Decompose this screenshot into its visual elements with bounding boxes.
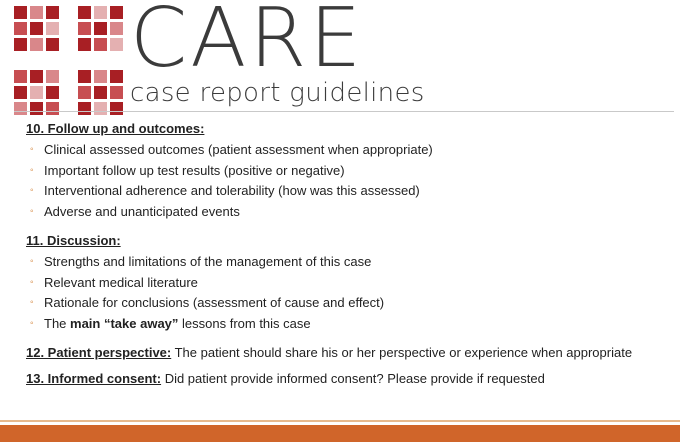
list-item — [30, 273, 676, 294]
logo-square — [78, 6, 91, 19]
logo-square — [46, 102, 59, 115]
logo-square — [94, 38, 107, 51]
footer-bar — [0, 425, 680, 442]
logo-square — [78, 70, 91, 83]
logo-square — [46, 38, 59, 51]
list-item — [30, 140, 676, 161]
list-item-text: Clinical assessed outcomes (patient assessment when appropriate) — [44, 142, 433, 157]
section-text: Did patient provide informed consent? Please provide if requested — [161, 371, 545, 386]
list-item — [30, 314, 676, 335]
section-title: 11. Discussion: — [26, 233, 121, 248]
bullet-list — [26, 252, 676, 334]
logo-square — [46, 70, 59, 83]
logo-square — [30, 38, 43, 51]
logo-square — [94, 54, 107, 67]
logo-square — [46, 86, 59, 99]
list-item-text: lessons from this case — [178, 315, 311, 331]
logo-square — [14, 102, 27, 115]
logo-square — [62, 86, 75, 99]
list-item-text: Interventional adherence and tolerability (how was this assessed) — [44, 183, 420, 198]
logo-square — [14, 70, 27, 83]
logo-square — [78, 38, 91, 51]
section-title: 12. Patient perspective: — [26, 345, 172, 360]
logo-square — [78, 86, 91, 99]
list-item — [30, 202, 676, 223]
logo-square — [110, 38, 123, 51]
list-item-text: Rationale for conclusions (assessment of cause and effect) — [44, 295, 385, 310]
bullet-icon: ◦ — [30, 256, 34, 267]
bullet-icon: ◦ — [30, 297, 34, 308]
section-discussion — [26, 232, 676, 334]
emphasis-text: main “take away” — [70, 315, 179, 331]
logo-square — [30, 102, 43, 115]
logo-square — [14, 86, 27, 99]
logo-square — [14, 6, 27, 19]
bullet-icon: ◦ — [30, 205, 34, 217]
list-item-text: Relevant medical literature — [44, 274, 198, 290]
section-follow-up — [26, 120, 676, 222]
logo-square — [14, 38, 27, 51]
logo-square — [110, 22, 123, 35]
bullet-icon: ◦ — [30, 144, 34, 155]
care-logo-wordmark: CARE — [130, 0, 365, 86]
logo-square — [94, 86, 107, 99]
logo-square — [62, 22, 75, 35]
logo-square — [46, 54, 59, 67]
logo-square — [62, 54, 75, 67]
logo-square — [30, 6, 43, 19]
logo-square — [78, 102, 91, 115]
section-title: 13. Informed consent: — [26, 371, 162, 386]
list-item — [30, 181, 676, 202]
care-logo-mark — [14, 6, 123, 115]
logo-square — [30, 86, 43, 99]
bullet-icon: ◦ — [30, 185, 34, 196]
section-text: The patient should share his or her perspective or experience when appropriate — [171, 345, 633, 360]
list-item — [30, 161, 676, 182]
bullet-list — [26, 140, 676, 222]
logo-square — [110, 86, 123, 99]
slide-content — [26, 120, 676, 396]
care-logo-subtitle: case report guidelines — [130, 78, 425, 108]
logo-square — [62, 102, 75, 115]
logo-square — [110, 102, 123, 115]
logo-square — [62, 38, 75, 51]
header-divider — [14, 111, 674, 112]
logo-square — [110, 54, 123, 67]
list-item-text: The — [44, 315, 71, 331]
list-item-text: Adverse and unanticipated events — [44, 203, 240, 219]
list-item — [30, 252, 676, 273]
logo-square — [78, 22, 91, 35]
bullet-icon: ◦ — [30, 317, 34, 329]
logo-square — [14, 54, 27, 67]
logo-square — [94, 70, 107, 83]
logo-square — [30, 54, 43, 67]
logo-square — [110, 70, 123, 83]
logo-square — [94, 6, 107, 19]
footer-accent-line — [0, 420, 680, 422]
logo-square — [46, 6, 59, 19]
list-item — [30, 293, 676, 314]
logo-square — [110, 6, 123, 19]
logo-square — [14, 22, 27, 35]
section-title: 10. Follow up and outcomes: — [26, 121, 205, 136]
list-item-text: Strengths and limitations of the management of this case — [44, 254, 372, 269]
logo-square — [94, 22, 107, 35]
logo-square — [46, 22, 59, 35]
list-item-text: Important follow up test results (positive or negative) — [44, 162, 345, 178]
logo-square — [78, 54, 91, 67]
logo-square — [62, 70, 75, 83]
logo-square — [30, 70, 43, 83]
logo-square — [62, 6, 75, 19]
bullet-icon: ◦ — [30, 276, 34, 288]
bullet-icon: ◦ — [30, 164, 34, 176]
logo-square — [94, 102, 107, 115]
section-informed-consent — [26, 370, 676, 388]
logo-square — [30, 22, 43, 35]
section-patient-perspective — [26, 344, 676, 362]
